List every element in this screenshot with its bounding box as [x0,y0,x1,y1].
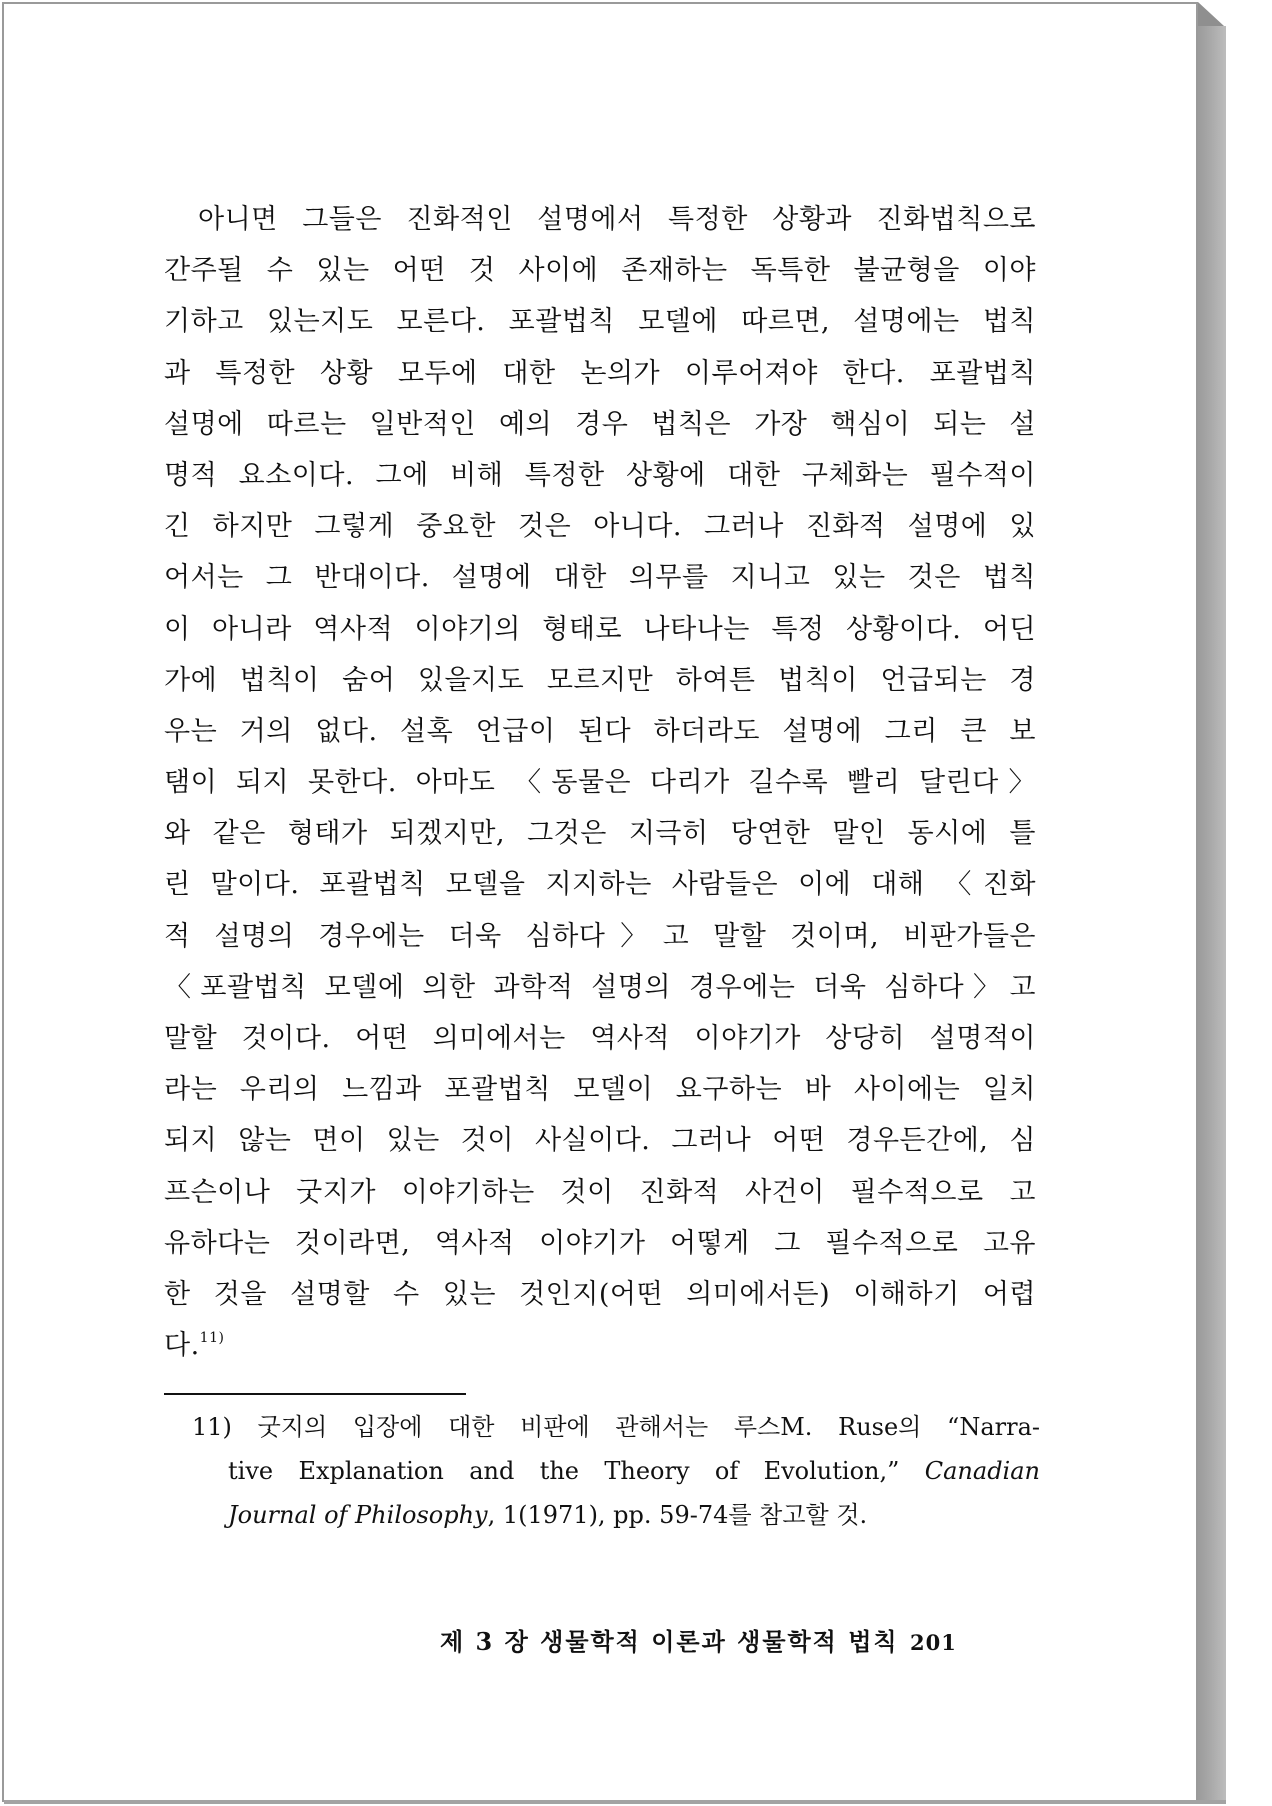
chapter-title: 제 3 장 생물학적 이론과 생물학적 법칙 [440,1627,899,1656]
text-line: 프슨이나 굿지가 이야기하는 것이 진화적 사건이 필수적으로 고 [164,1176,1036,1208]
page-stack-edge [1198,26,1226,1804]
footnote-reference: 11) [199,1330,225,1347]
text-line: 이 아니라 역사적 이야기의 형태로 나타나는 특정 상황이다. 어딘 [164,613,1036,645]
footnote-journal: Journal of Philosophy [228,1501,488,1529]
footnote-divider [164,1393,466,1395]
text-line: 아니면 그들은 진화적인 설명에서 특정한 상황과 진화법칙으로 [198,204,1036,235]
footnote-line [192,1449,1040,1493]
text-line: 린 말이다. 포괄법칙 모델을 지지하는 사람들은 이에 대해 〈진화 [164,869,1036,901]
text-line: 라는 우리의 느낌과 포괄법칙 모델이 요구하는 바 사이에는 일치 [164,1074,1036,1106]
footnote-text: tive Explanation and the Theory of Evolution,” [228,1457,900,1485]
text-line: 간주될 수 있는 어떤 것 사이에 존재하는 독특한 불균형을 이야 [164,255,1036,287]
text-line: 유하다는 것이라면, 역사적 이야기가 어떻게 그 필수적으로 고유 [164,1227,1036,1259]
text-line: 긴 하지만 그렇게 중요한 것은 아니다. 그러나 진화적 설명에 있 [164,511,1036,543]
text-line: 과 특정한 상황 모두에 대한 논의가 이루어져야 한다. 포괄법칙 [164,357,1036,389]
footnote-journal: Canadian [924,1457,1040,1485]
running-footer [440,1622,1020,1662]
text-line: 가에 법칙이 숨어 있을지도 모르지만 하여튼 법칙이 언급되는 경 [164,664,1036,696]
text-line: 말할 것이다. 어떤 의미에서는 역사적 이야기가 상당히 설명적이 [164,1023,1036,1054]
footnote-line [192,1493,1040,1537]
footnote [192,1405,1040,1537]
text-line: 어서는 그 반대이다. 설명에 대한 의무를 지니고 있는 것은 법칙 [164,562,1036,594]
text-line: 설명에 따르는 일반적인 예의 경우 법칙은 가장 핵심이 되는 설 [164,408,1036,440]
final-text: 다. [164,1330,200,1362]
text-line: 기하고 있는지도 모른다. 포괄법칙 모델에 따르면, 설명에는 법칙 [164,306,1036,338]
page-edge-corner [1198,2,1224,26]
text-line-final [164,1320,1036,1371]
text-line: 적 설명의 경우에는 더욱 심하다〉고 말할 것이며, 비판가들은 [164,920,1036,952]
footnote-text: 굿지의 입장에 대한 비판에 관해서는 루스M. Ruse의 “Narra- [257,1413,1040,1441]
text-line: 우는 거의 없다. 설혹 언급이 된다 하더라도 설명에 그리 큰 보 [164,715,1036,747]
body-paragraph [164,194,1036,1371]
text-line: 한 것을 설명할 수 있는 것인지(어떤 의미에서든) 이해하기 어렵 [164,1278,1036,1310]
text-line: 되지 않는 면이 있는 것이 사실이다. 그러나 어떤 경우든간에, 심 [164,1125,1036,1157]
text-line: 〈포괄법칙 모델에 의한 과학적 설명의 경우에는 더욱 심하다〉고 [164,971,1036,1003]
text-line: 탬이 되지 못한다. 아마도 〈동물은 다리가 길수록 빨리 달린다〉 [164,767,1036,799]
text-line: 와 같은 형태가 되겠지만, 그것은 지극히 당연한 말인 동시에 틀 [164,818,1036,850]
footnote-line [192,1405,1040,1449]
footnote-text: , 1(1971), pp. 59-74를 참고할 것. [487,1501,868,1529]
footnote-number: 11) [192,1413,232,1441]
page-bottom-edge [4,1800,1226,1804]
text-line: 명적 요소이다. 그에 비해 특정한 상황에 대한 구체화는 필수적이 [164,459,1036,491]
page-number: 201 [910,1630,957,1655]
